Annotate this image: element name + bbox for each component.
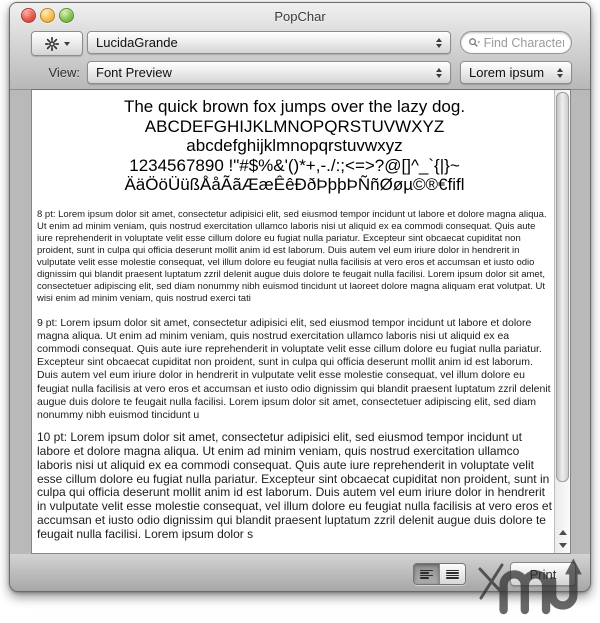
view-label: View: [48, 65, 80, 80]
compact-view-button[interactable] [414, 564, 439, 584]
search-field[interactable] [460, 31, 572, 54]
search-icon [468, 36, 481, 50]
pangram-line: The quick brown fox jumps over the lazy dog. [123, 97, 466, 116]
search-input[interactable] [484, 36, 564, 50]
sample-select-value: Lorem ipsum [469, 65, 545, 80]
sample-paragraph-10pt: 10 pt: Lorem ipsum dolor sit amet, consectetur adipisici elit, sed eiusmod tempor incidunt ut labore et dolore magna aliqua. Ut enim ad minim veniam, quis nostrud exercitation ullamco laboris nisi ut aliquid ex ea commodi consequat. Quis aute iure reprehenderit in voluptate velit esse cillum dolore eu fugiat nulla pariatur. Excepteur sint obcaecat cupiditat non proident, sunt in culpa qui officia deserunt mollit anim id est laborum. Duis autem vel eum iriure dolor in hendrerit in vulputate velit esse molestie consequat, vel illum dolore eu feugiat nulla facilisis at vero eros et accumsan et iusto odio dignissim qui blandit praesent luptatum zzril delenit augue duis dolore te feugait nulla facilisi. Lorem ipsum dolor s [37, 430, 552, 541]
sample-text-select[interactable] [460, 61, 572, 84]
vertical-scrollbar[interactable] [554, 90, 570, 553]
layout-segmented-control [413, 563, 466, 585]
window-header [10, 3, 590, 90]
sample-paragraph-8pt: 8 pt: Lorem ipsum dolor sit amet, consectetur adipisici elit, sed eiusmod tempor incidunt ut labore et dolore magna aliqua. Ut enim ad minim veniam, quis nostrud exercitation ullamco laboris nisi ut aliquid ex ea commodi consequat. Quis aute iure reprehenderit in voluptate velit esse cillum dolore eu fugiat nulla pariatur. Excepteur sint obcaecat cupiditat non proident, sunt in culpa qui officia deserunt mollit anim id est laborum. Duis autem vel eum iriure dolor in hendrerit in vulputate velit esse molestie consequat, vel illum dolore eu feugiat nulla facilisis at vero eros et accumsan et iusto odio dignissim qui blandit praesent luptatum zzril delenit augue duis dolore te feugait nulla facilisi. Lorem ipsum dolor sit amet, consectetuer adipiscing elit, sed diam nonummy nibh euismod tincidunt ut laoreet dolore magna aliquam erat volutpat. Ut wisi enim ad minim veniam, quis nostrud exerci tati [37, 208, 547, 304]
scroll-up-icon [559, 530, 567, 535]
full-view-button[interactable] [439, 564, 465, 584]
window-title: PopChar [274, 9, 326, 24]
uppercase-line: ABCDEFGHIJKLMNOPQRSTUVWXYZ [144, 116, 445, 136]
action-gear-button[interactable] [31, 31, 83, 56]
bottom-bar [10, 554, 590, 591]
digits-symbols-line: 1234567890 !"#$%&'()*+,-./:;<=>?@[]^_`{|}~ [129, 155, 460, 175]
view-select-value: Font Preview [96, 65, 172, 80]
chevron-down-icon [64, 42, 70, 46]
lowercase-line: abcdefghijklmnopqrstuvwxyz [186, 136, 403, 155]
sample-paragraph-9pt: 9 pt: Lorem ipsum dolor sit amet, consectetur adipisici elit, sed eiusmod tempor incidunt ut labore et dolore magna aliqua. Ut enim ad minim veniam, quis nostrud exercitation ullamco laboris nisi ut aliquid ex ea commodi consequat. Quis aute iure reprehenderit in voluptate velit esse cillum dolore eu fugiat nulla pariatur. Excepteur sint obcaecat cupiditat non proident, sunt in culpa qui officia deserunt mollit anim id est laborum. Duis autem vel eum iriure dolor in hendrerit in vulputate velit esse molestie consequat, vel illum dolore eu feugiat nulla facilisis at vero eros et accumsan et iusto odio dignissim qui blandit praesent luptatum zzril delenit augue duis dolore te feugait nulla facilisi. Lorem ipsum dolor sit amet, consectetuer adipiscing elit, sed diam nonummy nibh euismod tincidunt u [37, 316, 551, 421]
scrollbar-thumb[interactable] [556, 92, 569, 482]
font-select[interactable] [87, 31, 451, 54]
popup-stepper-icon [436, 38, 442, 48]
print-button-label: Print [529, 566, 557, 582]
justify-lines-icon [446, 570, 459, 579]
scroll-down-icon [559, 543, 567, 548]
view-select[interactable] [87, 61, 451, 84]
align-left-lines-icon [420, 570, 433, 579]
titlebar[interactable] [10, 3, 590, 27]
popchar-window [9, 2, 591, 592]
gear-icon [45, 37, 59, 51]
print-button[interactable] [510, 562, 576, 586]
font-preview-pane [31, 89, 571, 554]
scroll-down-button[interactable] [555, 539, 570, 552]
popup-stepper-icon [436, 68, 442, 78]
font-select-value: LucidaGrande [96, 35, 178, 50]
accented-chars-line: ÄäÖöÜüßÅåÃãÆæÊêÐðÞþþÞÑñØøµ©®€ﬁﬂ [124, 175, 465, 194]
popup-stepper-icon [557, 68, 563, 78]
preview-text [32, 90, 554, 553]
scroll-up-button[interactable] [555, 526, 570, 539]
